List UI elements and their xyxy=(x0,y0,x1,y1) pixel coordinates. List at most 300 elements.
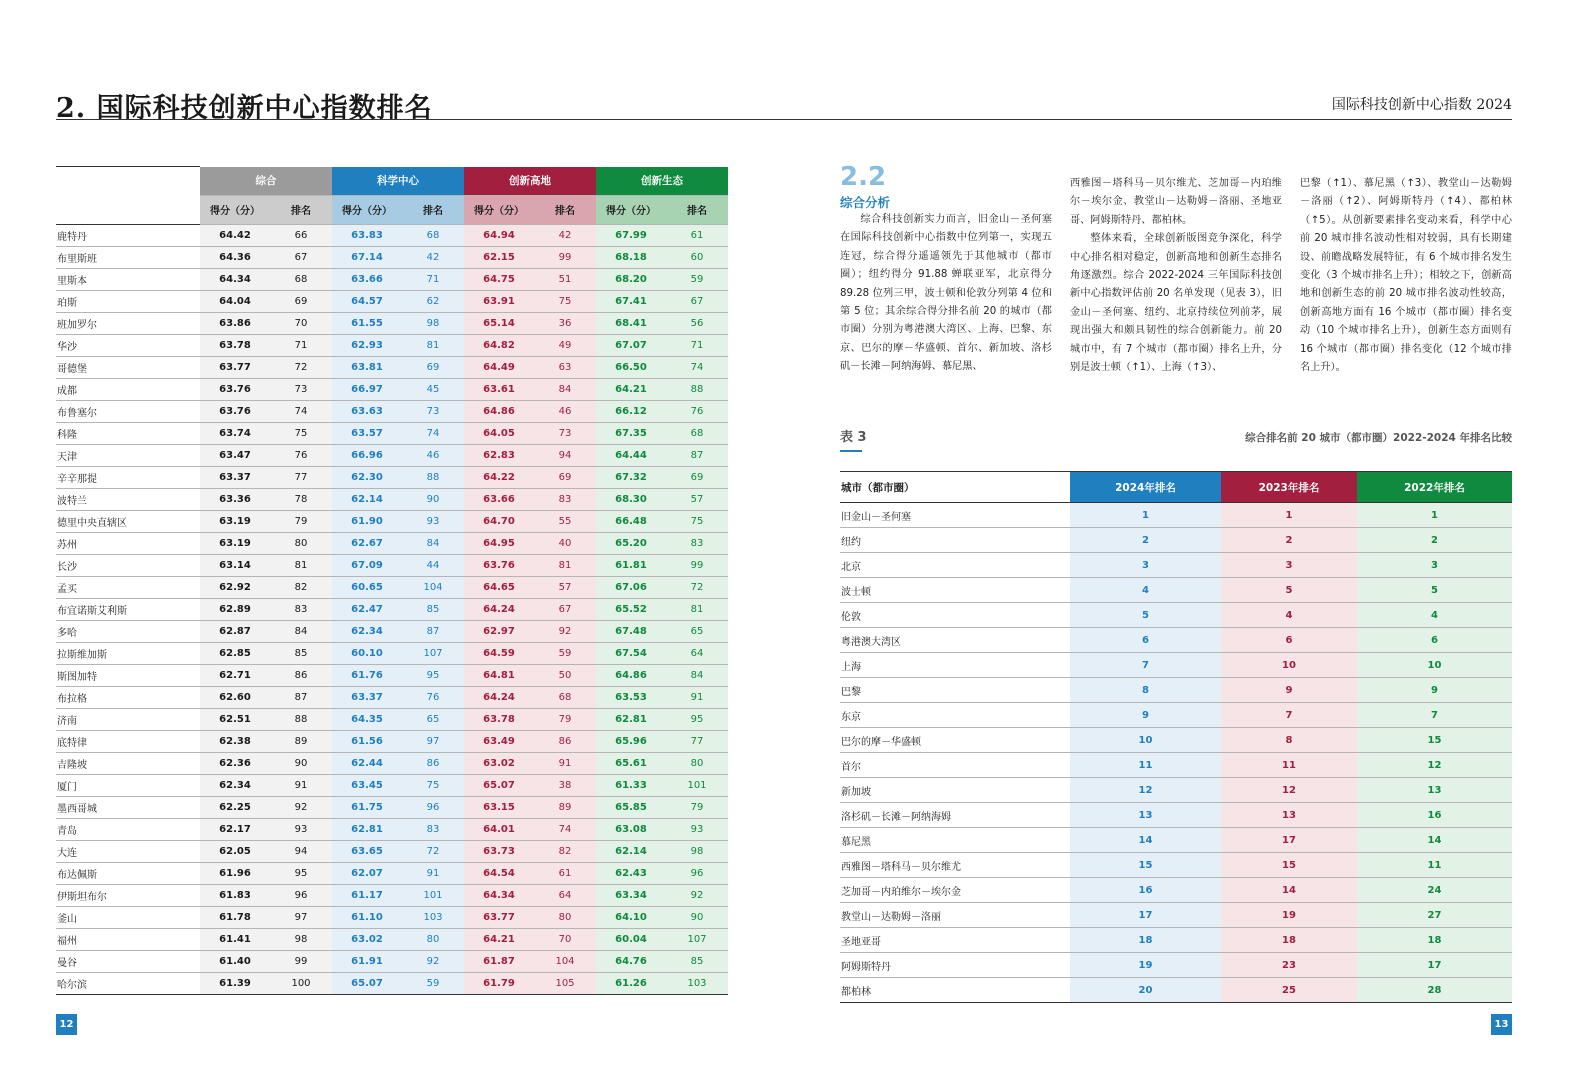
overall-score: 63.76 xyxy=(200,400,270,422)
rank-2023: 17 xyxy=(1221,828,1357,853)
ecology-rank: 81 xyxy=(666,598,728,620)
ecology-rank: 88 xyxy=(666,378,728,400)
science-rank: 91 xyxy=(402,862,464,884)
overall-rank: 84 xyxy=(270,620,332,642)
overall-score: 62.36 xyxy=(200,752,270,774)
table-row xyxy=(840,953,1512,978)
science-rank: 75 xyxy=(402,774,464,796)
ecology-score: 67.41 xyxy=(596,290,666,312)
table-row xyxy=(56,884,728,906)
innovation-rank: 79 xyxy=(534,708,596,730)
city-column-header: 城市（都市圈） xyxy=(840,472,1070,503)
group-header-overall: 综合 xyxy=(200,167,332,196)
rank-2023: 3 xyxy=(1221,553,1357,578)
table-row xyxy=(56,774,728,796)
city-name: 厦门 xyxy=(56,774,200,796)
group-header-science: 科学中心 xyxy=(332,167,464,196)
innovation-rank: 51 xyxy=(534,268,596,290)
overall-rank: 91 xyxy=(270,774,332,796)
overall-rank: 92 xyxy=(270,796,332,818)
innovation-score: 63.66 xyxy=(464,488,534,510)
city-name: 珀斯 xyxy=(56,290,200,312)
overall-rank: 76 xyxy=(270,444,332,466)
overall-rank: 96 xyxy=(270,884,332,906)
ecology-rank: 91 xyxy=(666,686,728,708)
score-header: 得分（分） xyxy=(596,195,666,224)
group-header-ecology: 创新生态 xyxy=(596,167,728,196)
science-score: 61.56 xyxy=(332,730,402,752)
table-row xyxy=(840,828,1512,853)
science-score: 63.65 xyxy=(332,840,402,862)
innovation-rank: 70 xyxy=(534,928,596,950)
innovation-score: 61.79 xyxy=(464,972,534,994)
overall-score: 61.96 xyxy=(200,862,270,884)
science-score: 60.65 xyxy=(332,576,402,598)
ecology-rank: 71 xyxy=(666,334,728,356)
science-rank: 84 xyxy=(402,532,464,554)
table-row xyxy=(56,334,728,356)
table-row xyxy=(840,578,1512,603)
science-score: 63.63 xyxy=(332,400,402,422)
innovation-rank: 55 xyxy=(534,510,596,532)
section-number: 2.2 xyxy=(840,162,887,192)
innovation-score: 64.24 xyxy=(464,598,534,620)
rank-2024: 11 xyxy=(1070,753,1221,778)
ecology-rank: 75 xyxy=(666,510,728,532)
table-row xyxy=(56,928,728,950)
science-rank: 85 xyxy=(402,598,464,620)
overall-rank: 79 xyxy=(270,510,332,532)
ecology-rank: 84 xyxy=(666,664,728,686)
table-row xyxy=(840,603,1512,628)
ecology-score: 62.14 xyxy=(596,840,666,862)
year-2024-header: 2024年排名 xyxy=(1070,472,1221,503)
city-name: 吉隆坡 xyxy=(56,752,200,774)
rank-header: 排名 xyxy=(534,195,596,224)
table-row xyxy=(56,620,728,642)
overall-rank: 72 xyxy=(270,356,332,378)
overall-score: 63.36 xyxy=(200,488,270,510)
innovation-rank: 69 xyxy=(534,466,596,488)
ecology-score: 67.54 xyxy=(596,642,666,664)
table-row xyxy=(56,752,728,774)
ecology-rank: 74 xyxy=(666,356,728,378)
ecology-score: 65.85 xyxy=(596,796,666,818)
overall-score: 62.51 xyxy=(200,708,270,730)
city-name: 青岛 xyxy=(56,818,200,840)
ecology-score: 66.48 xyxy=(596,510,666,532)
ecology-score: 65.61 xyxy=(596,752,666,774)
science-score: 67.14 xyxy=(332,246,402,268)
rank-2023: 19 xyxy=(1221,903,1357,928)
rank-2022: 16 xyxy=(1357,803,1512,828)
city-name: 布宜诺斯艾利斯 xyxy=(56,598,200,620)
overall-rank: 73 xyxy=(270,378,332,400)
table-number-underline xyxy=(840,450,862,452)
city-name: 斯图加特 xyxy=(56,664,200,686)
ecology-score: 63.08 xyxy=(596,818,666,840)
ecology-score: 67.48 xyxy=(596,620,666,642)
innovation-score: 64.65 xyxy=(464,576,534,598)
city-name: 底特律 xyxy=(56,730,200,752)
city-name: 大连 xyxy=(56,840,200,862)
city-name: 釜山 xyxy=(56,906,200,928)
table-row xyxy=(56,246,728,268)
innovation-rank: 59 xyxy=(534,642,596,664)
overall-rank: 87 xyxy=(270,686,332,708)
table-row xyxy=(56,290,728,312)
rank-2023: 8 xyxy=(1221,728,1357,753)
ecology-rank: 93 xyxy=(666,818,728,840)
innovation-rank: 73 xyxy=(534,422,596,444)
ecology-rank: 99 xyxy=(666,554,728,576)
science-rank: 72 xyxy=(402,840,464,862)
innovation-score: 63.02 xyxy=(464,752,534,774)
innovation-rank: 61 xyxy=(534,862,596,884)
science-rank: 86 xyxy=(402,752,464,774)
science-rank: 92 xyxy=(402,950,464,972)
innovation-score: 62.15 xyxy=(464,246,534,268)
rank-2024: 13 xyxy=(1070,803,1221,828)
science-rank: 71 xyxy=(402,268,464,290)
city-name: 首尔 xyxy=(840,753,1070,778)
city-name: 布拉格 xyxy=(56,686,200,708)
science-rank: 59 xyxy=(402,972,464,994)
science-rank: 88 xyxy=(402,466,464,488)
rank-2022: 13 xyxy=(1357,778,1512,803)
score-header: 得分（分） xyxy=(200,195,270,224)
table-row xyxy=(56,400,728,422)
overall-score: 63.19 xyxy=(200,510,270,532)
ecology-score: 65.96 xyxy=(596,730,666,752)
innovation-score: 61.87 xyxy=(464,950,534,972)
innovation-score: 63.49 xyxy=(464,730,534,752)
table-row xyxy=(56,818,728,840)
table-row xyxy=(56,972,728,994)
overall-rank: 66 xyxy=(270,224,332,246)
city-name: 天津 xyxy=(56,444,200,466)
city-name: 圣地亚哥 xyxy=(840,928,1070,953)
science-score: 61.75 xyxy=(332,796,402,818)
science-rank: 73 xyxy=(402,400,464,422)
ecology-score: 67.99 xyxy=(596,224,666,246)
city-name: 慕尼黑 xyxy=(840,828,1070,853)
table-row xyxy=(840,878,1512,903)
rank-2023: 4 xyxy=(1221,603,1357,628)
ecology-score: 61.26 xyxy=(596,972,666,994)
innovation-score: 65.14 xyxy=(464,312,534,334)
page-number-left: 12 xyxy=(56,1014,77,1035)
innovation-rank: 99 xyxy=(534,246,596,268)
analysis-paragraph-1: 综合科技创新实力而言，旧金山－圣何塞在国际科技创新中心指数中位列第一，实现五连冠，综合得分遥遥领先于其他城市（都市圈）；纽约得分 91.88 蝉联亚军，北京得分 89.28 位列三甲，波士顿和伦敦分列第 4 位和第 5 位；其余综合得分排名前 20 的城市（都市圈）分别为粤港澳大湾区、上海、巴黎、东京、巴尔的摩－华盛顿、首尔、新加坡、洛杉矶－长滩－阿纳海姆、慕尼黑、 xyxy=(840,214,1052,373)
table-row xyxy=(56,268,728,290)
ecology-rank: 72 xyxy=(666,576,728,598)
ecology-score: 67.06 xyxy=(596,576,666,598)
table-row xyxy=(56,554,728,576)
innovation-rank: 94 xyxy=(534,444,596,466)
city-name: 西雅图－塔科马－贝尔维尤 xyxy=(840,853,1070,878)
science-score: 63.81 xyxy=(332,356,402,378)
ecology-score: 68.20 xyxy=(596,268,666,290)
innovation-score: 64.59 xyxy=(464,642,534,664)
rank-2022: 18 xyxy=(1357,928,1512,953)
science-score: 61.76 xyxy=(332,664,402,686)
rank-2022: 11 xyxy=(1357,853,1512,878)
ecology-score: 67.35 xyxy=(596,422,666,444)
ecology-rank: 59 xyxy=(666,268,728,290)
report-name: 国际科技创新中心指数 2024 xyxy=(1331,97,1512,113)
ranking-table-body xyxy=(56,224,728,994)
city-name: 巴黎 xyxy=(840,678,1070,703)
city-name: 多哈 xyxy=(56,620,200,642)
ecology-rank: 64 xyxy=(666,642,728,664)
page-number-right: 13 xyxy=(1491,1014,1512,1035)
city-name: 巴尔的摩－华盛顿 xyxy=(840,728,1070,753)
ecology-score: 63.53 xyxy=(596,686,666,708)
overall-score: 63.77 xyxy=(200,356,270,378)
science-rank: 107 xyxy=(402,642,464,664)
rank-2024: 18 xyxy=(1070,928,1221,953)
rank-2022: 10 xyxy=(1357,653,1512,678)
city-name: 哈尔滨 xyxy=(56,972,200,994)
innovation-score: 63.15 xyxy=(464,796,534,818)
rank-2022: 6 xyxy=(1357,628,1512,653)
ecology-rank: 85 xyxy=(666,950,728,972)
overall-rank: 67 xyxy=(270,246,332,268)
city-name: 哥德堡 xyxy=(56,356,200,378)
city-name: 伦敦 xyxy=(840,603,1070,628)
innovation-rank: 105 xyxy=(534,972,596,994)
innovation-rank: 64 xyxy=(534,884,596,906)
city-name: 里斯本 xyxy=(56,268,200,290)
city-name: 拉斯维加斯 xyxy=(56,642,200,664)
innovation-score: 64.82 xyxy=(464,334,534,356)
ecology-rank: 101 xyxy=(666,774,728,796)
city-name: 长沙 xyxy=(56,554,200,576)
rank-2024: 7 xyxy=(1070,653,1221,678)
overall-score: 63.47 xyxy=(200,444,270,466)
score-header: 得分（分） xyxy=(332,195,402,224)
city-name: 曼谷 xyxy=(56,950,200,972)
city-name: 华沙 xyxy=(56,334,200,356)
science-rank: 98 xyxy=(402,312,464,334)
innovation-score: 63.76 xyxy=(464,554,534,576)
table-row xyxy=(56,444,728,466)
overall-rank: 93 xyxy=(270,818,332,840)
innovation-score: 64.49 xyxy=(464,356,534,378)
city-name: 北京 xyxy=(840,553,1070,578)
city-name: 旧金山－圣何塞 xyxy=(840,503,1070,528)
science-rank: 46 xyxy=(402,444,464,466)
table-row xyxy=(56,664,728,686)
overall-score: 64.34 xyxy=(200,268,270,290)
innovation-score: 64.94 xyxy=(464,224,534,246)
overall-score: 64.04 xyxy=(200,290,270,312)
science-rank: 103 xyxy=(402,906,464,928)
innovation-score: 64.01 xyxy=(464,818,534,840)
table-row xyxy=(56,708,728,730)
ecology-rank: 87 xyxy=(666,444,728,466)
science-score: 62.44 xyxy=(332,752,402,774)
science-rank: 69 xyxy=(402,356,464,378)
innovation-rank: 40 xyxy=(534,532,596,554)
overall-rank: 88 xyxy=(270,708,332,730)
table-row xyxy=(840,928,1512,953)
innovation-score: 64.54 xyxy=(464,862,534,884)
rank-2022: 24 xyxy=(1357,878,1512,903)
rank-2024: 17 xyxy=(1070,903,1221,928)
ecology-rank: 56 xyxy=(666,312,728,334)
city-name: 上海 xyxy=(840,653,1070,678)
ecology-score: 64.10 xyxy=(596,906,666,928)
overall-rank: 83 xyxy=(270,598,332,620)
overall-score: 62.25 xyxy=(200,796,270,818)
ecology-score: 63.34 xyxy=(596,884,666,906)
science-score: 62.47 xyxy=(332,598,402,620)
ecology-rank: 61 xyxy=(666,224,728,246)
table-row xyxy=(840,903,1512,928)
city-name: 福州 xyxy=(56,928,200,950)
table-caption: 综合排名前 20 城市（都市圈）2022-2024 年排名比较 xyxy=(1245,432,1512,444)
science-rank: 87 xyxy=(402,620,464,642)
overall-score: 64.36 xyxy=(200,246,270,268)
table-row xyxy=(56,730,728,752)
innovation-score: 64.05 xyxy=(464,422,534,444)
ecology-score: 62.43 xyxy=(596,862,666,884)
ecology-score: 64.86 xyxy=(596,664,666,686)
city-name: 波特兰 xyxy=(56,488,200,510)
overall-score: 63.19 xyxy=(200,532,270,554)
top20-rank-table xyxy=(840,471,1512,1003)
science-score: 65.07 xyxy=(332,972,402,994)
overall-rank: 81 xyxy=(270,554,332,576)
ecology-score: 68.30 xyxy=(596,488,666,510)
table-row xyxy=(56,642,728,664)
innovation-rank: 80 xyxy=(534,906,596,928)
rank-2023: 12 xyxy=(1221,778,1357,803)
innovation-rank: 104 xyxy=(534,950,596,972)
table-row xyxy=(56,510,728,532)
city-name: 东京 xyxy=(840,703,1070,728)
rank-2024: 5 xyxy=(1070,603,1221,628)
rank-2024: 3 xyxy=(1070,553,1221,578)
overall-score: 61.40 xyxy=(200,950,270,972)
table-row xyxy=(56,532,728,554)
innovation-rank: 36 xyxy=(534,312,596,334)
overall-rank: 90 xyxy=(270,752,332,774)
overall-rank: 82 xyxy=(270,576,332,598)
table-row xyxy=(56,466,728,488)
overall-score: 64.42 xyxy=(200,224,270,246)
ecology-score: 64.21 xyxy=(596,378,666,400)
table-row xyxy=(56,796,728,818)
rank-2023: 14 xyxy=(1221,878,1357,903)
overall-score: 62.71 xyxy=(200,664,270,686)
rank-2023: 5 xyxy=(1221,578,1357,603)
table-row xyxy=(56,488,728,510)
science-score: 66.96 xyxy=(332,444,402,466)
rank-2024: 20 xyxy=(1070,978,1221,1003)
table-row xyxy=(840,853,1512,878)
city-name: 济南 xyxy=(56,708,200,730)
science-score: 66.97 xyxy=(332,378,402,400)
table-number: 表 3 xyxy=(840,430,867,445)
overall-score: 61.41 xyxy=(200,928,270,950)
innovation-rank: 81 xyxy=(534,554,596,576)
score-header: 得分（分） xyxy=(464,195,534,224)
rank-2023: 18 xyxy=(1221,928,1357,953)
rank-2022: 12 xyxy=(1357,753,1512,778)
city-name: 鹿特丹 xyxy=(56,224,200,246)
rank-2024: 2 xyxy=(1070,528,1221,553)
table-row xyxy=(56,950,728,972)
rank-2022: 15 xyxy=(1357,728,1512,753)
science-score: 63.57 xyxy=(332,422,402,444)
overall-score: 62.85 xyxy=(200,642,270,664)
table-row xyxy=(56,576,728,598)
science-score: 67.09 xyxy=(332,554,402,576)
science-score: 62.30 xyxy=(332,466,402,488)
analysis-paragraph-3: 巴黎（↑1）、慕尼黑（↑3）、教堂山－达勒姆－洛丽（↑2）、阿姆斯特丹（↑4）、都柏林（↑5）。从创新要素排名变动来看，科学中心前 20 城市排名波动性相对较弱，具有长期建设、前瞻战略发展特征，有 6 个城市排名发生变化（3 个城市排名上升）；相较之下，创新高地和创新生态的前 20 城市排名波动性较高，创新高地方面有 16 个城市（都市圈）排名变动（10 个城市排名上升），创新生态方面则有 16 个城市（都市圈）排名变化（12 个城市排名上升）。 xyxy=(1300,178,1512,374)
science-score: 61.10 xyxy=(332,906,402,928)
table-row xyxy=(56,224,728,246)
table-row xyxy=(56,378,728,400)
science-rank: 62 xyxy=(402,290,464,312)
science-score: 62.07 xyxy=(332,862,402,884)
ecology-score: 64.76 xyxy=(596,950,666,972)
overall-rank: 78 xyxy=(270,488,332,510)
innovation-rank: 57 xyxy=(534,576,596,598)
science-rank: 80 xyxy=(402,928,464,950)
innovation-rank: 46 xyxy=(534,400,596,422)
ecology-rank: 98 xyxy=(666,840,728,862)
rank-2024: 12 xyxy=(1070,778,1221,803)
innovation-score: 64.70 xyxy=(464,510,534,532)
table-row xyxy=(840,978,1512,1003)
overall-rank: 74 xyxy=(270,400,332,422)
overall-rank: 80 xyxy=(270,532,332,554)
ecology-rank: 80 xyxy=(666,752,728,774)
ecology-rank: 90 xyxy=(666,906,728,928)
science-score: 61.90 xyxy=(332,510,402,532)
innovation-score: 64.75 xyxy=(464,268,534,290)
top20-rank-table-body xyxy=(840,503,1512,1003)
science-score: 61.17 xyxy=(332,884,402,906)
ecology-score: 66.50 xyxy=(596,356,666,378)
city-name: 芝加哥－内珀维尔－埃尔金 xyxy=(840,878,1070,903)
rank-2022: 17 xyxy=(1357,953,1512,978)
innovation-score: 64.34 xyxy=(464,884,534,906)
table-row xyxy=(56,686,728,708)
city-name: 班加罗尔 xyxy=(56,312,200,334)
overall-score: 62.34 xyxy=(200,774,270,796)
innovation-rank: 68 xyxy=(534,686,596,708)
innovation-rank: 38 xyxy=(534,774,596,796)
science-rank: 45 xyxy=(402,378,464,400)
overall-rank: 71 xyxy=(270,334,332,356)
rank-2024: 10 xyxy=(1070,728,1221,753)
ecology-rank: 68 xyxy=(666,422,728,444)
innovation-rank: 67 xyxy=(534,598,596,620)
innovation-rank: 84 xyxy=(534,378,596,400)
table-row xyxy=(56,840,728,862)
innovation-rank: 49 xyxy=(534,334,596,356)
innovation-score: 64.24 xyxy=(464,686,534,708)
innovation-rank: 75 xyxy=(534,290,596,312)
city-name: 洛杉矶－长滩－阿纳海姆 xyxy=(840,803,1070,828)
table-row xyxy=(840,728,1512,753)
table-row xyxy=(56,422,728,444)
